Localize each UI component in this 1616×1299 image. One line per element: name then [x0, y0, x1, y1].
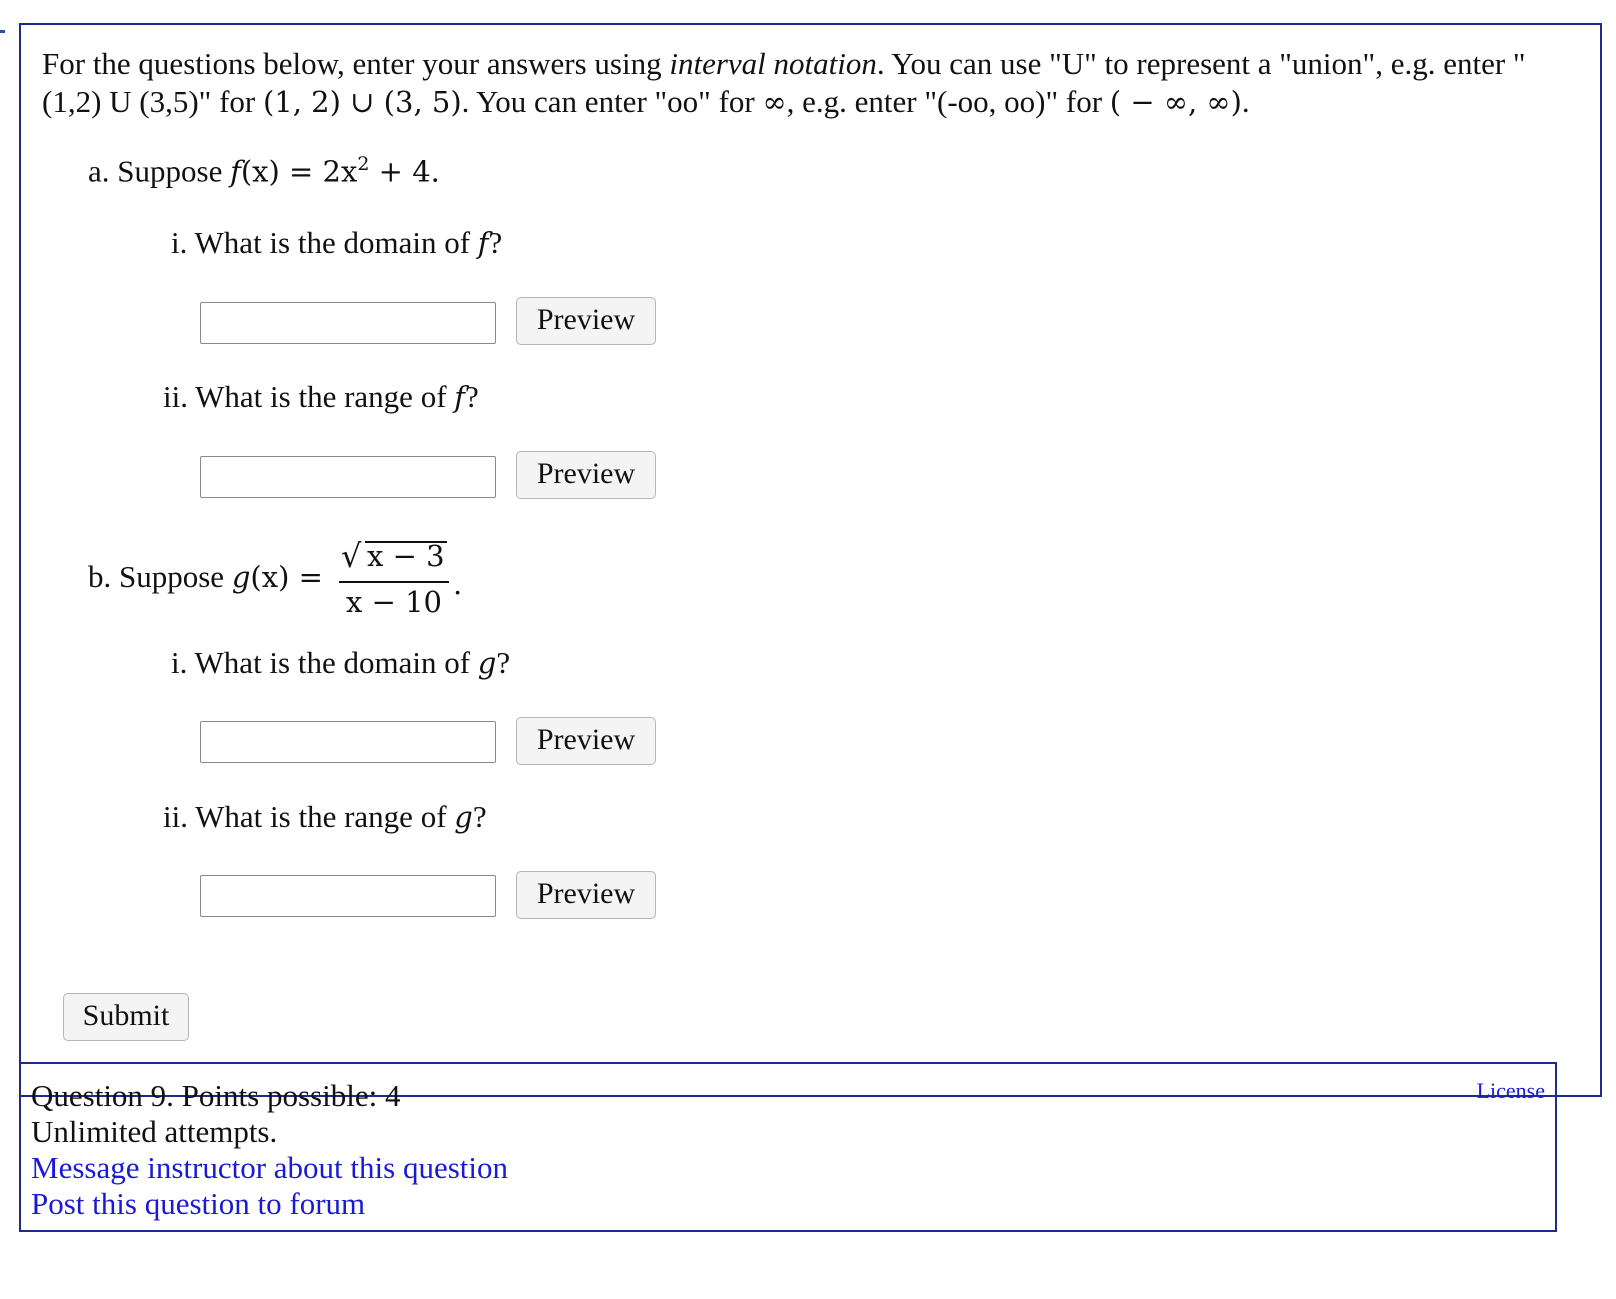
part-b-domain-preview-button[interactable]: Preview: [516, 717, 656, 765]
part-a-label: a. Suppose $f(x) = 2x^2 + 4$.: [88, 153, 440, 189]
intro-text-1: For the questions below, enter your answers using: [42, 46, 670, 81]
footer-info: [31, 1078, 508, 1222]
post-to-forum-link[interactable]: Post this question to forum: [31, 1186, 366, 1221]
part-b-label: b. Suppose g(x) =: [88, 559, 323, 594]
intro-math-all-reals: ( − ∞, ∞): [1109, 85, 1242, 119]
part-b-range-question: ii. What is the range of g?: [163, 799, 487, 834]
message-instructor-link[interactable]: Message instructor about this question: [31, 1150, 508, 1185]
fraction-denominator: x − 10: [346, 585, 442, 619]
page-marker: [0, 30, 5, 33]
part-b-range-input[interactable]: [200, 875, 496, 917]
intro-text-4: , e.g. enter "(-oo, oo)" for: [786, 84, 1110, 119]
part-b-range-preview-button[interactable]: Preview: [516, 871, 656, 919]
intro-math-union: (1, 2) ∪ (3, 5): [262, 85, 462, 119]
attempts-info: Unlimited attempts.: [31, 1114, 278, 1149]
part-a-domain-input[interactable]: [200, 302, 496, 344]
fraction-bar: [339, 581, 449, 583]
part-a-domain-preview-button[interactable]: Preview: [516, 297, 656, 345]
question-footer: [19, 1062, 1557, 1232]
intro-text-3: . You can enter "oo" for: [461, 84, 763, 119]
intro-text-2: . You can use "U" to represent a "union", e.g. enter "(1,2) U (3,5)" for: [42, 46, 1526, 119]
intro-math-infinity: ∞: [762, 85, 787, 119]
part-b-domain-question: i. What is the domain of g?: [171, 645, 511, 680]
intro-emphasis: interval notation: [669, 46, 877, 81]
part-a-range-question: ii. What is the range of f?: [163, 379, 479, 414]
part-a-range-preview-button[interactable]: Preview: [516, 451, 656, 499]
points-possible: Question 9. Points possible: 4: [31, 1078, 401, 1113]
part-b-fraction: √ x − 3 x − 10 .: [341, 537, 463, 619]
license-link[interactable]: License: [1476, 1078, 1545, 1103]
question-box: [19, 23, 1602, 1097]
part-b-domain-input[interactable]: [200, 721, 496, 763]
sqrt-sign-icon: √: [341, 537, 362, 575]
part-a-domain-question: i. What is the domain of f?: [171, 225, 503, 260]
intro-text-5: .: [1241, 84, 1250, 119]
instructions: [42, 45, 1582, 121]
submit-button[interactable]: Submit: [63, 993, 189, 1041]
part-a-range-input[interactable]: [200, 456, 496, 498]
fraction-period: .: [453, 567, 463, 601]
